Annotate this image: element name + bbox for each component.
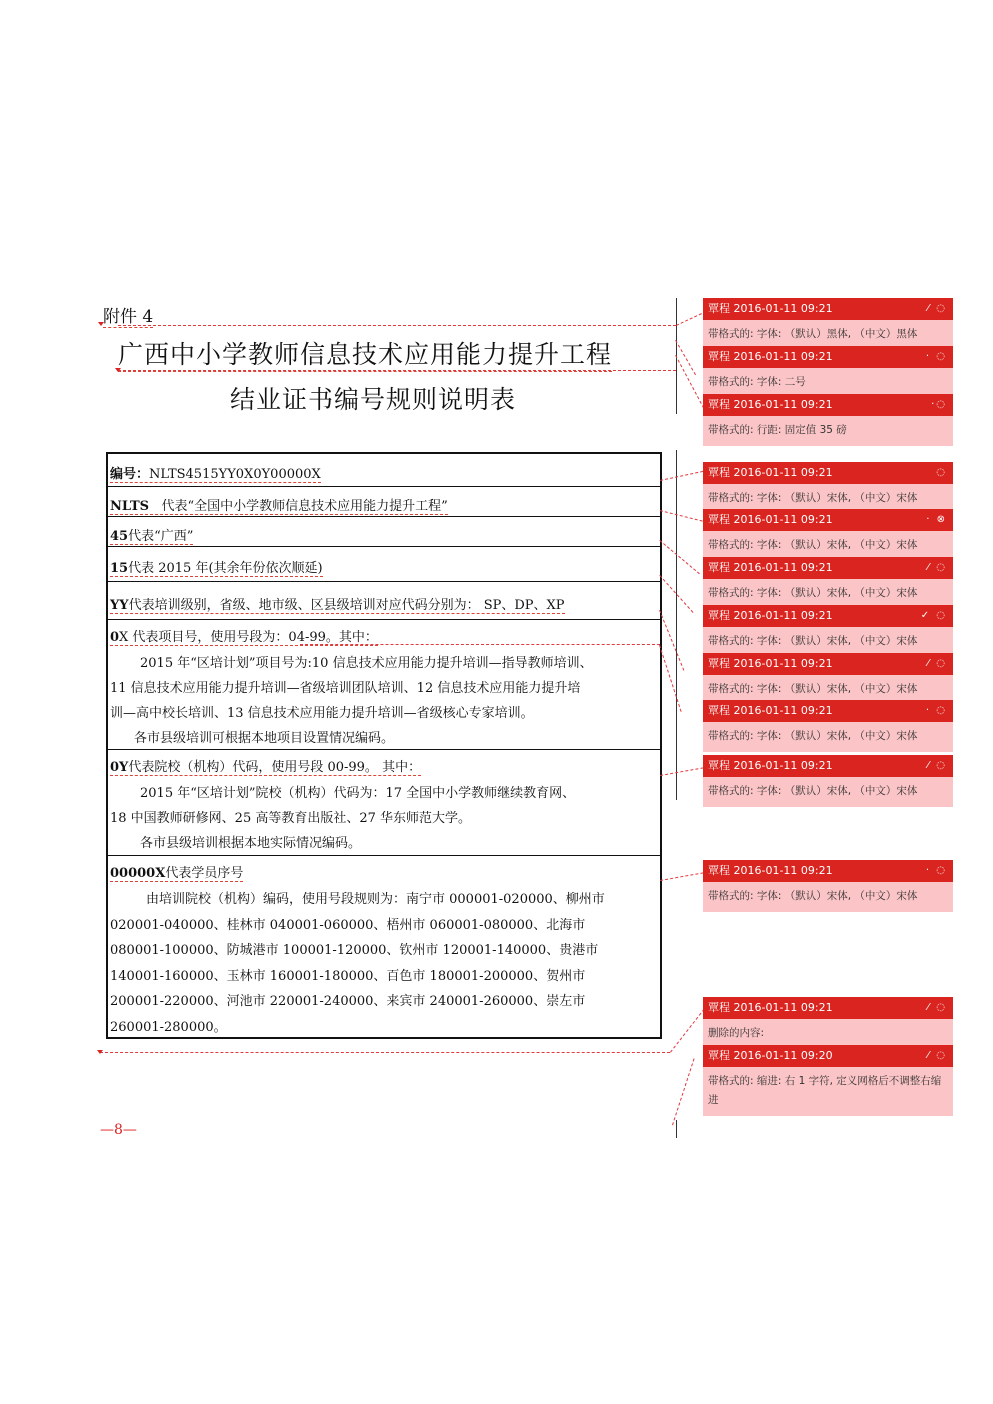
balloon-actions-icon[interactable]: · ◌ — [925, 705, 947, 716]
balloon-header: 覃程 2016-01-11 09:21 — [708, 466, 833, 479]
cell-text: 代表“广西” — [128, 529, 194, 544]
code-rules-table — [106, 452, 662, 1039]
cell-line: 各市县级培训可根据本地项目设置情况编码。 — [134, 731, 395, 746]
balloon-body: 带格式的: 字体: （默认）宋体, （中文）宋体 — [708, 539, 918, 551]
balloon-actions-icon[interactable]: ⁄ ◌ — [927, 658, 947, 669]
balloon-header: 覃程 2016-01-11 09:21 — [708, 513, 833, 526]
balloon-header: 覃程 2016-01-11 09:21 — [708, 864, 833, 877]
change-bar — [676, 1120, 677, 1138]
cell-text: 代表院校（机构）代码，使用号段 00-99。 其中： — [128, 760, 422, 775]
cell-bold: 00000X — [110, 866, 166, 881]
balloon-body: 带格式的: 行距: 固定值 35 磅 — [708, 424, 847, 436]
balloon-actions-icon[interactable]: ⁄ ◌ — [927, 303, 947, 314]
balloon-body: 带格式的: 字体: （默认）宋体, （中文）宋体 — [708, 587, 918, 599]
connector-line — [660, 872, 704, 882]
cell-bold: 45 — [110, 529, 129, 544]
cell-text: 代表学员序号 — [165, 866, 244, 881]
connector-line — [660, 510, 703, 523]
page-subtitle: 结业证书编号规则说明表 — [230, 385, 517, 414]
revision-balloon[interactable] — [703, 346, 953, 398]
revision-balloon[interactable] — [703, 997, 953, 1049]
balloon-actions-icon[interactable]: · ⊗ — [926, 514, 947, 525]
connector-line — [118, 325, 676, 327]
cell-line: 18 中国教师研修网、25 高等教育出版社、27 华东师范大学。 — [110, 811, 472, 826]
cell-bold: YY — [110, 598, 129, 613]
revision-balloon[interactable] — [703, 462, 953, 514]
table-row — [108, 517, 660, 547]
balloon-header: 覃程 2016-01-11 09:21 — [708, 704, 833, 717]
connector-line — [658, 610, 684, 671]
table-row — [108, 620, 660, 750]
attachment-label: 附件 4 — [103, 302, 153, 328]
insertion-marker-icon — [115, 368, 121, 372]
page-number: —8— — [100, 1122, 137, 1138]
revision-balloon[interactable] — [703, 605, 953, 657]
connector-line — [670, 1009, 705, 1054]
balloon-body: 带格式的: 字体: （默认）宋体, （中文）宋体 — [708, 730, 918, 742]
balloon-body: 带格式的: 字体: （默认）黑体, （中文）黑体 — [708, 328, 918, 340]
connector-line — [300, 644, 660, 646]
table-row — [108, 547, 660, 582]
connector-line — [676, 313, 702, 327]
balloon-actions-icon[interactable]: ·◌ — [931, 399, 947, 410]
connector-line — [672, 1058, 696, 1125]
balloon-header: 覃程 2016-01-11 09:20 — [708, 1049, 833, 1062]
table-row — [108, 750, 660, 856]
balloon-body: 带格式的: 字体: （默认）宋体, （中文）宋体 — [708, 635, 918, 647]
revision-balloon[interactable] — [703, 298, 953, 350]
balloon-actions-icon[interactable]: ⁄ ◌ — [927, 562, 947, 573]
cell-line: 由培训院校（机构）编码，使用号段规则为：南宁市 000001-020000、柳州市 — [146, 892, 605, 907]
insertion-marker-icon — [98, 322, 104, 326]
cell-text: 代表“全国中小学教师信息技术应用能力提升工程” — [161, 499, 448, 514]
balloon-body: 带格式的: 字体: （默认）宋体, （中文）宋体 — [708, 683, 918, 695]
revision-balloon[interactable] — [703, 860, 953, 912]
cell-line: 各市县级培训根据本地实际情况编码。 — [140, 836, 362, 851]
connector-line — [118, 370, 676, 372]
balloon-actions-icon[interactable]: ⁄ ◌ — [927, 1002, 947, 1013]
balloon-actions-icon[interactable]: · ◌ — [925, 351, 947, 362]
table-row — [108, 856, 660, 1036]
balloon-actions-icon[interactable]: · ◌ — [925, 865, 947, 876]
balloon-actions-icon[interactable]: ⁄ ◌ — [927, 760, 947, 771]
table-row — [108, 454, 660, 487]
table-row — [108, 582, 660, 620]
balloon-header: 覃程 2016-01-11 09:21 — [708, 398, 833, 411]
cell-line: 11 信息技术应用能力提升培训—省级培训团队培训、12 信息技术应用能力提升培 — [110, 681, 581, 696]
balloon-body: 删除的内容: — [708, 1027, 765, 1039]
cell-bold: 0Y — [110, 760, 129, 775]
cell-line: 020001-040000、桂林市 040001-060000、梧州市 060001-080000、北海市 — [110, 918, 586, 933]
balloon-header: 覃程 2016-01-11 09:21 — [708, 657, 833, 670]
balloon-header: 覃程 2016-01-11 09:21 — [708, 350, 833, 363]
revision-balloon[interactable] — [703, 653, 953, 705]
balloon-body: 带格式的: 字体: （默认）宋体, （中文）宋体 — [708, 785, 918, 797]
revision-balloon[interactable] — [703, 755, 953, 807]
balloon-body: 带格式的: 字体: （默认）宋体, （中文）宋体 — [708, 890, 918, 902]
page-title: 广西中小学教师信息技术应用能力提升工程 — [118, 335, 612, 372]
cell-text: X 代表项目号，使用号段为：04-99。其中： — [119, 630, 378, 645]
cell-bold: NLTS — [110, 499, 150, 514]
cell-line: 260001-280000。 — [110, 1020, 227, 1035]
insertion-marker-icon — [97, 1050, 103, 1054]
cell-line: 2015 年“区培计划”院校（机构）代码为：17 全国中小学教师继续教育网、 — [140, 786, 576, 801]
cell-text: 代表 2015 年(其余年份依次顺延) — [128, 561, 323, 576]
cell-bold: 15 — [110, 561, 129, 576]
change-bar — [676, 450, 677, 600]
balloon-header: 覃程 2016-01-11 09:21 — [708, 302, 833, 315]
balloon-actions-icon[interactable]: ⁄ ◌ — [927, 1050, 947, 1061]
revision-balloon[interactable] — [703, 394, 953, 446]
balloon-body: 带格式的: 字体: 二号 — [708, 376, 806, 388]
cell-text: 代表培训级别，省级、地市级、区县级培训对应代码分别为： SP、DP、XP — [128, 598, 565, 613]
connector-line — [660, 471, 703, 482]
connector-line — [660, 767, 704, 777]
cell-line: 080001-100000、防城港市 100001-120000、钦州市 120001-140000、贵港市 — [110, 943, 599, 958]
connector-line — [100, 1052, 670, 1054]
cell-line: 140001-160000、玉林市 160001-180000、百色市 180001-200000、贺州市 — [110, 969, 586, 984]
revision-balloon[interactable] — [703, 700, 953, 752]
balloon-header: 覃程 2016-01-11 09:21 — [708, 609, 833, 622]
balloon-header: 覃程 2016-01-11 09:21 — [708, 1001, 833, 1014]
table-row — [108, 487, 660, 517]
checkmark-icon[interactable]: ✓ ◌ — [920, 610, 947, 621]
cell-line: 训—高中校长培训、13 信息技术应用能力提升培训—省级核心专家培训。 — [110, 706, 534, 721]
cell-line: 2015 年“区培计划”项目号为:10 信息技术应用能力提升培训—指导教师培训、 — [140, 656, 593, 671]
cell-line: 200001-220000、河池市 220001-240000、来宾市 240001-260000、崇左市 — [110, 994, 586, 1009]
balloon-header: 覃程 2016-01-11 09:21 — [708, 759, 833, 772]
revision-balloon[interactable] — [703, 509, 953, 561]
balloon-body: 带格式的: 缩进: 右 1 字符, 定义网格后不调整右缩进 — [708, 1075, 942, 1106]
connector-line — [659, 540, 700, 575]
balloon-body: 带格式的: 字体: （默认）宋体, （中文）宋体 — [708, 492, 918, 504]
balloon-header: 覃程 2016-01-11 09:21 — [708, 561, 833, 574]
cell-bold: 编号： — [110, 467, 150, 482]
revision-balloon[interactable] — [703, 557, 953, 609]
revision-balloon[interactable] — [703, 1045, 953, 1116]
cell-text: NLTS4515YY0X0Y00000X — [149, 467, 321, 482]
balloon-actions-icon[interactable]: ◌ — [936, 467, 947, 478]
cell-bold: 0 — [110, 630, 120, 645]
